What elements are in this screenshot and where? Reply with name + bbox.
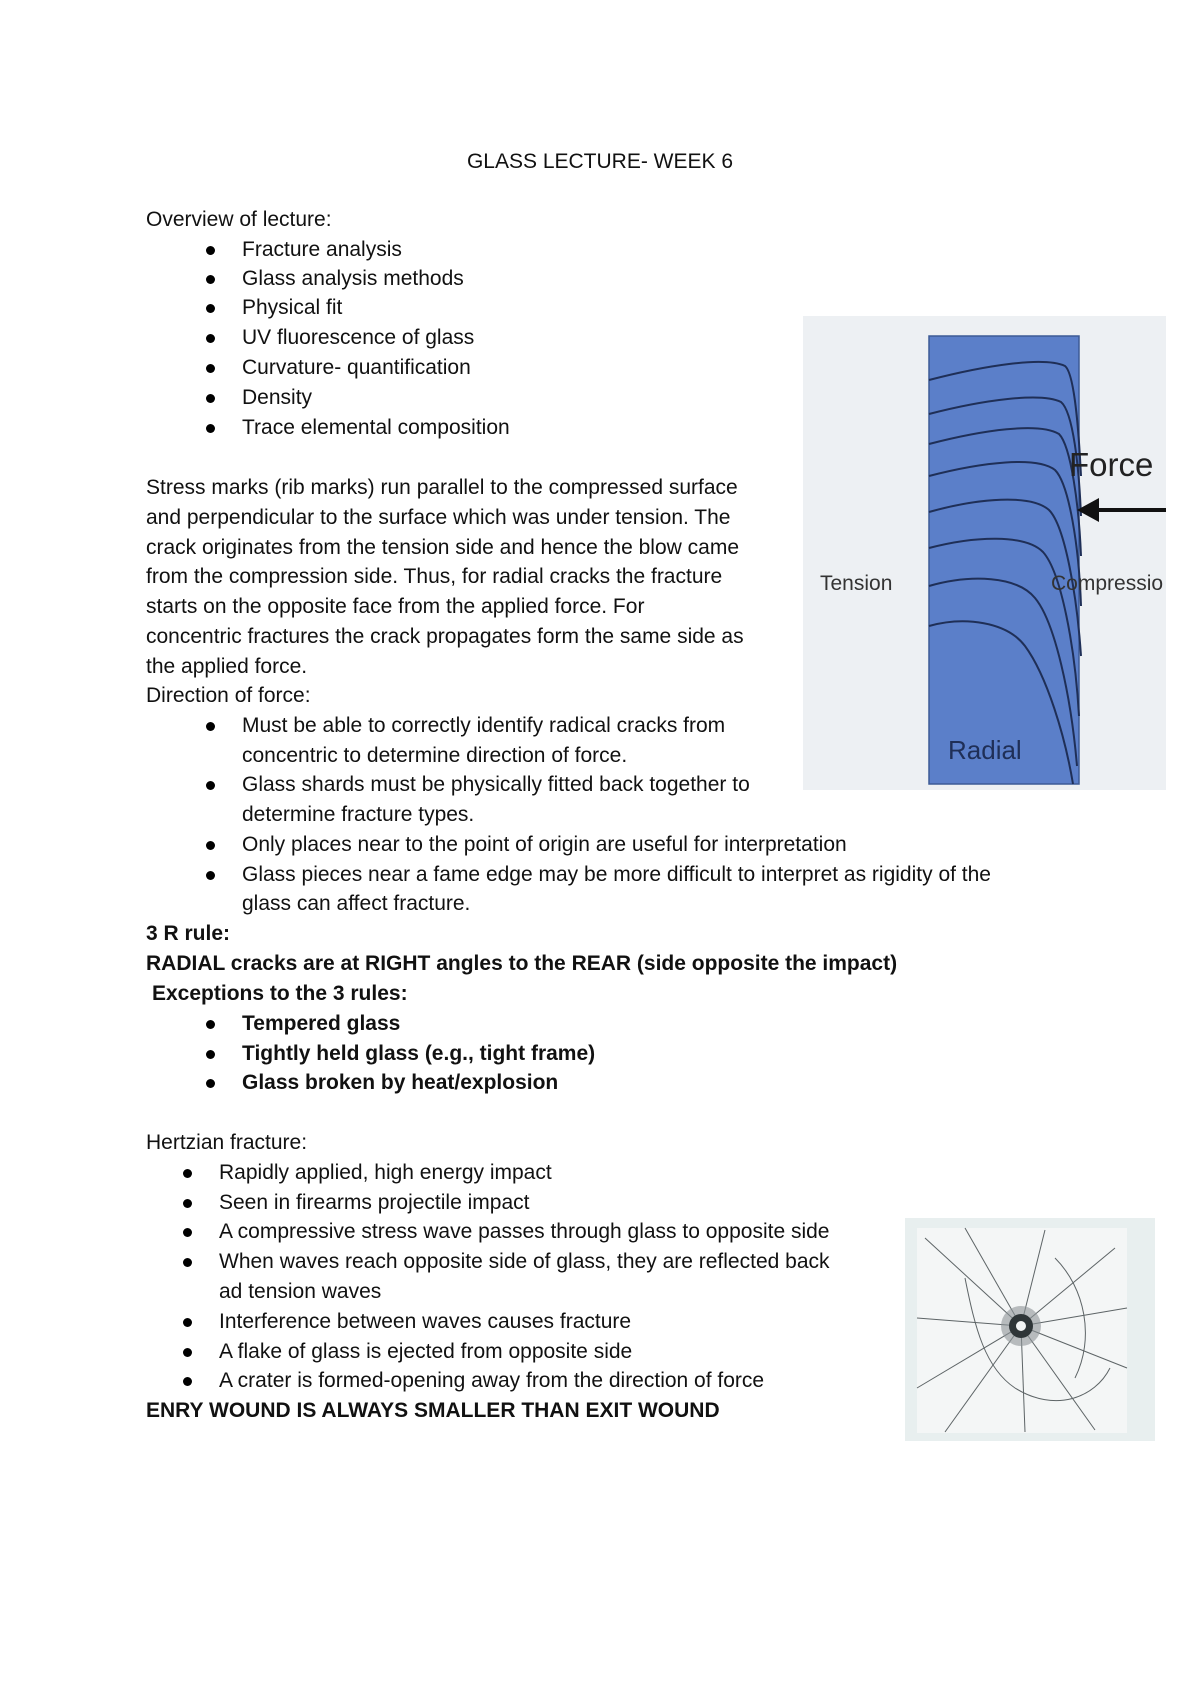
list-item: Tightly held glass (e.g., tight frame) xyxy=(242,1039,595,1069)
bullet-icon xyxy=(206,394,215,403)
list-item: Only places near to the point of origin are useful for interpretation xyxy=(242,830,847,860)
bullet-icon xyxy=(183,1348,192,1357)
rule-statement: RADIAL cracks are at RIGHT angles to the REAR (side opposite the impact) xyxy=(146,952,898,975)
closing-statement: ENRY WOUND IS ALWAYS SMALLER THAN EXIT WOUND xyxy=(146,1399,720,1422)
list-item: Glass broken by heat/explosion xyxy=(242,1068,558,1098)
list-item: A compressive stress wave passes through glass to opposite side xyxy=(219,1217,829,1247)
bullet-icon xyxy=(183,1199,192,1208)
bullet-icon xyxy=(183,1318,192,1327)
list-item: Glass shards must be physically fitted back together to xyxy=(242,770,750,800)
list-item: Density xyxy=(242,383,312,413)
page-title: GLASS LECTURE- WEEK 6 xyxy=(466,150,734,173)
stress-marks-paragraph: Stress marks (rib marks) run parallel to the compressed surface and perpendicular to the surface which was under tension. The crack originates from the tension side and hence the blow came from the compression side. Thus, for radial cracks the fracture starts on the opposite face from the applied force. For concentric fractures the crack propagates form the same side as the applied force. xyxy=(146,476,744,678)
list-item: Curvature- quantification xyxy=(242,353,471,383)
stress-marks-diagram xyxy=(803,316,1166,790)
bullet-icon xyxy=(183,1228,192,1237)
list-item: Glass analysis methods xyxy=(242,264,464,294)
list-item: Physical fit xyxy=(242,293,342,323)
tension-label: Tension xyxy=(820,572,893,595)
bullet-icon xyxy=(206,424,215,433)
list-item: A flake of glass is ejected from opposite side xyxy=(219,1337,632,1367)
bullet-icon xyxy=(206,275,215,284)
rule-heading: 3 R rule: xyxy=(146,922,231,945)
list-item-continuation: glass can affect fracture. xyxy=(242,892,471,915)
overview-heading: Overview of lecture: xyxy=(146,208,332,231)
list-item-continuation: determine fracture types. xyxy=(242,803,475,826)
list-item: Seen in firearms projectile impact xyxy=(219,1188,529,1218)
list-item: Fracture analysis xyxy=(242,235,402,265)
list-item: Tempered glass xyxy=(242,1009,400,1039)
compression-label: Compressio xyxy=(1051,572,1164,595)
stress-marks-figure xyxy=(803,316,1166,790)
bullet-icon xyxy=(206,364,215,373)
bullet-icon xyxy=(206,1020,215,1029)
list-item: UV fluorescence of glass xyxy=(242,323,474,353)
bullet-icon xyxy=(206,304,215,313)
radial-label: Radial xyxy=(948,735,1022,765)
bullet-icon xyxy=(206,246,215,255)
list-item: Glass pieces near a fame edge may be more difficult to interpret as rigidity of the xyxy=(242,860,991,890)
bullet-hole-photo xyxy=(905,1218,1155,1441)
bullet-icon xyxy=(206,781,215,790)
hertzian-heading: Hertzian fracture: xyxy=(146,1131,308,1154)
list-item: Must be able to correctly identify radical cracks from xyxy=(242,711,725,741)
bullet-icon xyxy=(183,1258,192,1267)
bullet-icon xyxy=(183,1377,192,1386)
force-arrow-icon xyxy=(1077,498,1166,522)
exceptions-heading: Exceptions to the 3 rules: xyxy=(152,982,408,1005)
bullet-icon xyxy=(206,1050,215,1059)
bullet-icon xyxy=(206,722,215,731)
list-item: Rapidly applied, high energy impact xyxy=(219,1158,552,1188)
list-item: Trace elemental composition xyxy=(242,413,510,443)
bullet-hole-icon xyxy=(905,1218,1155,1441)
bullet-icon xyxy=(206,334,215,343)
bullet-icon xyxy=(206,871,215,880)
bullet-icon xyxy=(206,1079,215,1088)
list-item: A crater is formed-opening away from the direction of force xyxy=(219,1366,764,1396)
bullet-icon xyxy=(206,841,215,850)
direction-heading: Direction of force: xyxy=(146,684,311,707)
force-label: Force xyxy=(1069,446,1154,483)
list-item: When waves reach opposite side of glass, they are reflected back xyxy=(219,1247,830,1277)
list-item-continuation: concentric to determine direction of force. xyxy=(242,744,628,767)
bullet-icon xyxy=(183,1169,192,1178)
list-item: Interference between waves causes fracture xyxy=(219,1307,631,1337)
list-item-continuation: ad tension waves xyxy=(219,1280,382,1303)
